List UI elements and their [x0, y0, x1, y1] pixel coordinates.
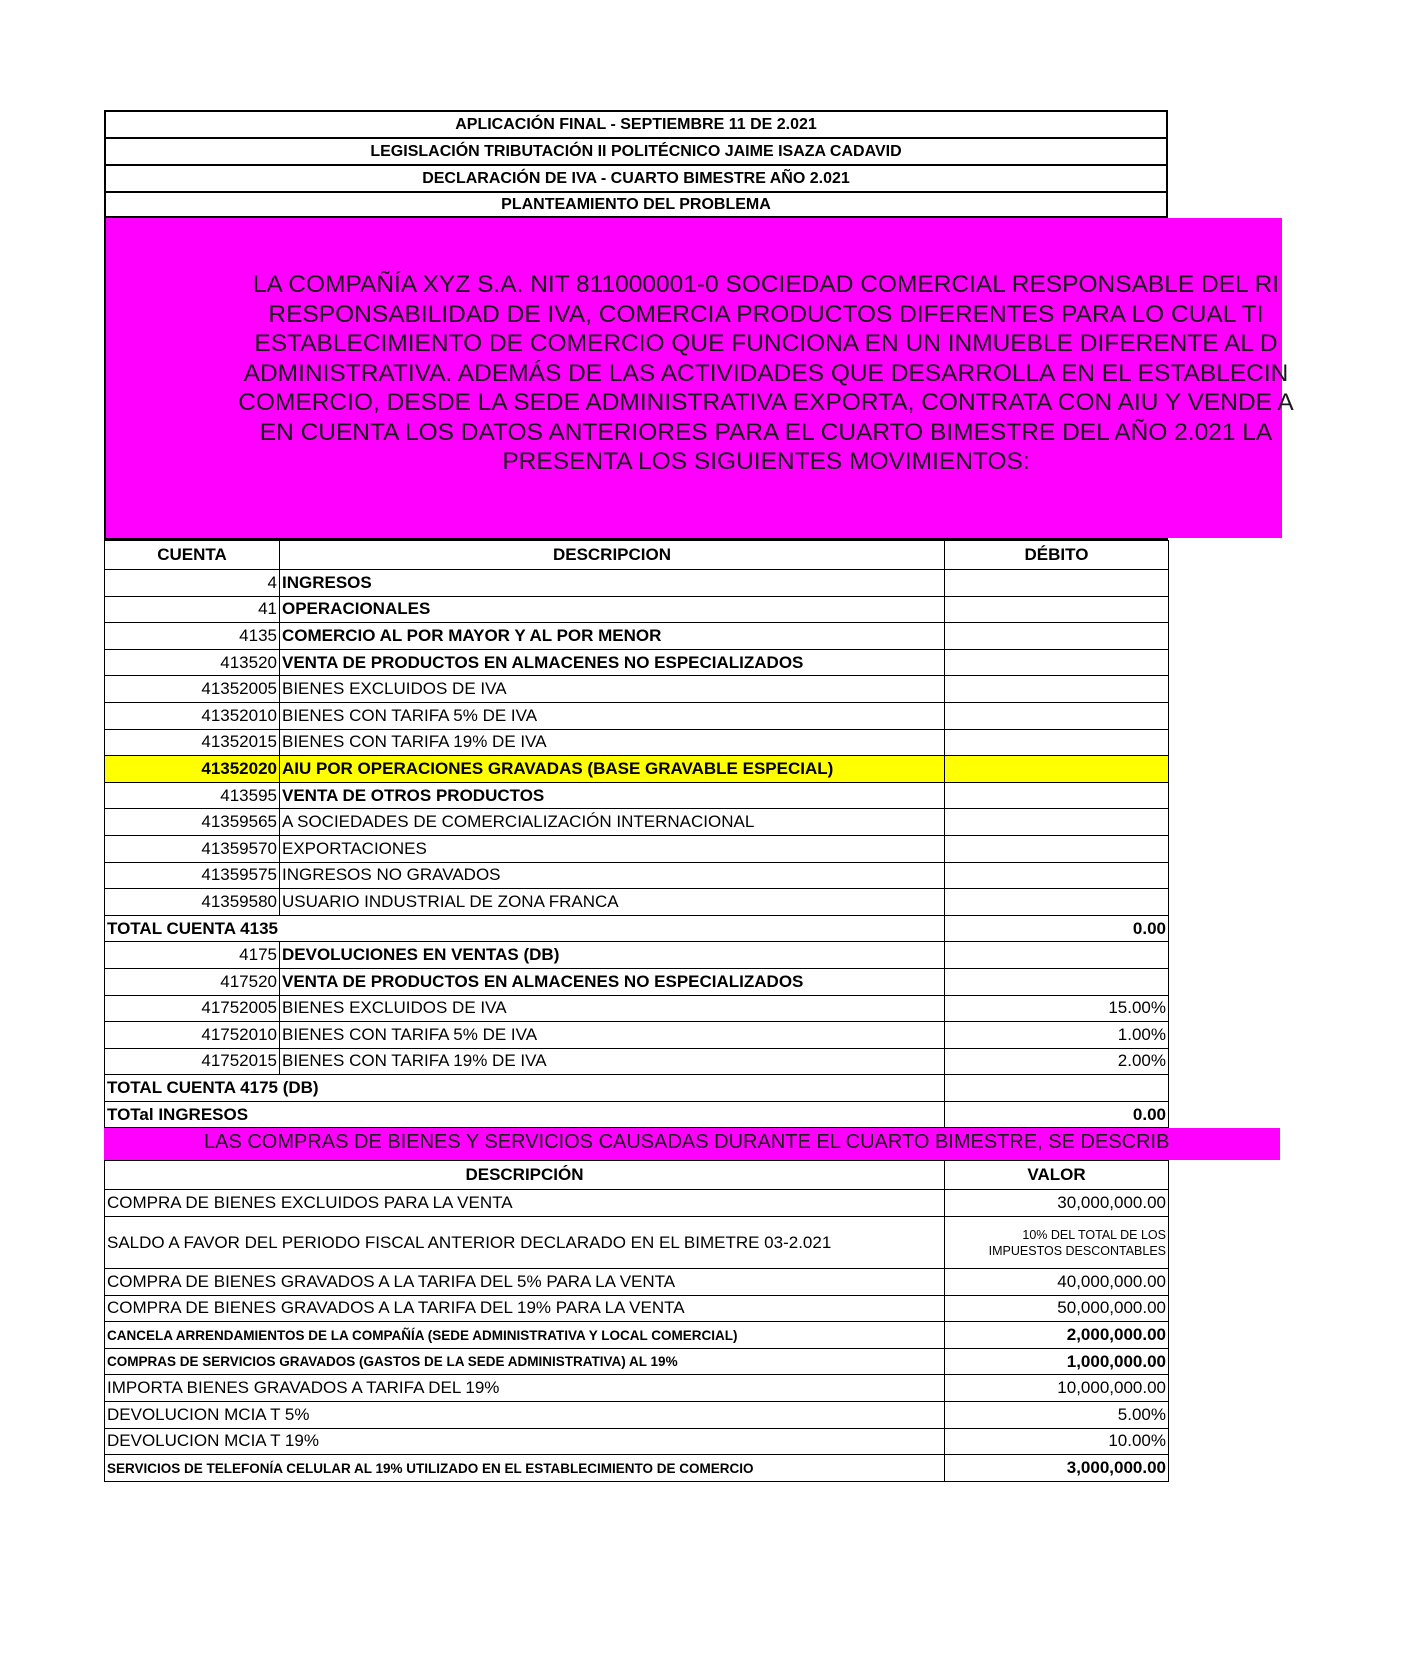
purchase-value: 10.00% — [945, 1428, 1169, 1455]
purchase-row — [105, 1428, 1169, 1455]
purchase-value: 2,000,000.00 — [945, 1322, 1169, 1349]
account-description: BIENES CON TARIFA 5% DE IVA — [280, 702, 945, 729]
account-code: 41359570 — [105, 835, 280, 862]
account-row — [105, 596, 1169, 623]
purchase-value: 10% DEL TOTAL DE LOS IMPUESTOS DESCONTABLES — [945, 1217, 1169, 1269]
account-debit — [945, 623, 1169, 650]
account-debit — [945, 729, 1169, 756]
purchase-description: IMPORTA BIENES GRAVADOS A TARIFA DEL 19% — [105, 1375, 945, 1402]
problem-line: ESTABLECIMIENTO DE COMERCIO QUE FUNCIONA EN UN INMUEBLE DIFERENTE AL D — [254, 330, 1278, 357]
account-debit — [945, 942, 1169, 969]
account-row — [105, 835, 1169, 862]
purchase-row — [105, 1295, 1169, 1322]
account-description: A SOCIEDADES DE COMERCIALIZACIÓN INTERNACIONAL — [280, 809, 945, 836]
account-description: DEVOLUCIONES EN VENTAS (DB) — [280, 942, 945, 969]
account-row — [105, 1022, 1169, 1049]
account-code: 41359575 — [105, 862, 280, 889]
account-row — [105, 809, 1169, 836]
account-row — [105, 782, 1169, 809]
account-row — [105, 756, 1169, 783]
purchase-value: 50,000,000.00 — [945, 1295, 1169, 1322]
purchase-value: 3,000,000.00 — [945, 1455, 1169, 1482]
account-debit: 15.00% — [945, 995, 1169, 1022]
total-ingresos-label: TOTal INGRESOS — [105, 1101, 945, 1128]
account-description: INGRESOS — [280, 570, 945, 597]
purchase-description: COMPRA DE BIENES GRAVADOS A LA TARIFA DEL 19% PARA LA VENTA — [105, 1295, 945, 1322]
purchase-description: SALDO A FAVOR DEL PERIODO FISCAL ANTERIOR DECLARADO EN EL BIMETRE 03-2.021 — [105, 1217, 945, 1269]
account-debit — [945, 835, 1169, 862]
account-row — [105, 942, 1169, 969]
account-row — [105, 649, 1169, 676]
account-description: VENTA DE PRODUCTOS EN ALMACENES NO ESPECIALIZADOS — [280, 968, 945, 995]
problem-text — [106, 270, 1426, 477]
account-description: VENTA DE OTROS PRODUCTOS — [280, 782, 945, 809]
account-code: 41752010 — [105, 1022, 280, 1049]
col-debito: DÉBITO — [945, 541, 1169, 570]
account-code: 417520 — [105, 968, 280, 995]
problem-line: EN CUENTA LOS DATOS ANTERIORES PARA EL CUARTO BIMESTRE DEL AÑO 2.021 LA — [259, 418, 1273, 446]
total-4135-label: TOTAL CUENTA 4135 — [105, 915, 945, 942]
account-debit: 2.00% — [945, 1048, 1169, 1075]
account-row — [105, 729, 1169, 756]
purchase-row — [105, 1455, 1169, 1482]
purchase-row — [105, 1375, 1169, 1402]
total-ingresos-row — [105, 1101, 1169, 1128]
account-code: 4135 — [105, 623, 280, 650]
header-line-4: PLANTEAMIENTO DEL PROBLEMA — [104, 191, 1168, 218]
purchase-row — [105, 1190, 1169, 1217]
problem-line: PRESENTA LOS SIGUIENTES MOVIMIENTOS: — [502, 448, 1030, 475]
account-debit — [945, 649, 1169, 676]
account-description: BIENES EXCLUIDOS DE IVA — [280, 995, 945, 1022]
account-row — [105, 623, 1169, 650]
account-description: BIENES CON TARIFA 5% DE IVA — [280, 1022, 945, 1049]
account-debit — [945, 862, 1169, 889]
account-debit — [945, 968, 1169, 995]
problem-line: LA COMPAÑÍA XYZ S.A. NIT 811000001-0 SOCIEDAD COMERCIAL RESPONSABLE DEL RI — [252, 271, 1280, 298]
account-code: 4 — [105, 570, 280, 597]
account-description: AIU POR OPERACIONES GRAVADAS (BASE GRAVABLE ESPECIAL) — [280, 756, 945, 783]
account-code: 41352020 — [105, 756, 280, 783]
account-description: COMERCIO AL POR MAYOR Y AL POR MENOR — [280, 623, 945, 650]
account-code: 41359565 — [105, 809, 280, 836]
account-row — [105, 1048, 1169, 1075]
account-description: BIENES CON TARIFA 19% DE IVA — [280, 729, 945, 756]
col-cuenta: CUENTA — [105, 541, 280, 570]
account-debit — [945, 570, 1169, 597]
header-line-3: DECLARACIÓN DE IVA - CUARTO BIMESTRE AÑO 2.021 — [104, 164, 1168, 191]
total-4135-row — [105, 915, 1169, 942]
header-line-1: APLICACIÓN FINAL - SEPTIEMBRE 11 DE 2.021 — [104, 110, 1168, 137]
purchases-table — [104, 1160, 1169, 1481]
account-debit — [945, 756, 1169, 783]
problem-line: RESPONSABILIDAD DE IVA, COMERCIA PRODUCTOS DIFERENTES PARA LO CUAL TI — [268, 300, 1264, 328]
col-descripcion: DESCRIPCION — [280, 541, 945, 570]
purchase-value: 40,000,000.00 — [945, 1269, 1169, 1296]
account-row — [105, 702, 1169, 729]
account-description: BIENES CON TARIFA 19% DE IVA — [280, 1048, 945, 1075]
account-debit — [945, 702, 1169, 729]
purchase-row — [105, 1322, 1169, 1349]
purchase-row — [105, 1217, 1169, 1269]
account-code: 413520 — [105, 649, 280, 676]
purchase-value: 30,000,000.00 — [945, 1190, 1169, 1217]
account-description: OPERACIONALES — [280, 596, 945, 623]
purchases-band-text: LAS COMPRAS DE BIENES Y SERVICIOS CAUSADAS DURANTE EL CUARTO BIMESTRE, SE DESCRIB — [204, 1131, 1170, 1154]
account-code: 41352015 — [105, 729, 280, 756]
purchase-row — [105, 1348, 1169, 1375]
account-debit — [945, 889, 1169, 916]
account-row — [105, 889, 1169, 916]
account-debit — [945, 676, 1169, 703]
purchase-description: COMPRA DE BIENES GRAVADOS A LA TARIFA DEL 5% PARA LA VENTA — [105, 1269, 945, 1296]
account-description: VENTA DE PRODUCTOS EN ALMACENES NO ESPECIALIZADOS — [280, 649, 945, 676]
accounts-table — [104, 540, 1169, 1128]
total-4175-row — [105, 1075, 1169, 1102]
purchase-value: 5.00% — [945, 1402, 1169, 1429]
purchase-description: COMPRAS DE SERVICIOS GRAVADOS (GASTOS DE LA SEDE ADMINISTRATIVA) AL 19% — [105, 1348, 945, 1375]
col-valor: VALOR — [945, 1161, 1169, 1190]
account-row — [105, 676, 1169, 703]
total-4135-value: 0.00 — [945, 915, 1169, 942]
spreadsheet — [104, 110, 1294, 1482]
purchase-description: SERVICIOS DE TELEFONÍA CELULAR AL 19% UTILIZADO EN EL ESTABLECIMIENTO DE COMERCIO — [105, 1455, 945, 1482]
account-row — [105, 968, 1169, 995]
account-debit: 1.00% — [945, 1022, 1169, 1049]
account-description: INGRESOS NO GRAVADOS — [280, 862, 945, 889]
purchase-row — [105, 1269, 1169, 1296]
problem-statement — [104, 218, 1294, 540]
account-code: 413595 — [105, 782, 280, 809]
purchases-band — [104, 1128, 1168, 1160]
total-4175-value — [945, 1075, 1169, 1102]
purchase-value: 10,000,000.00 — [945, 1375, 1169, 1402]
account-code: 41 — [105, 596, 280, 623]
purchase-value: 1,000,000.00 — [945, 1348, 1169, 1375]
account-code: 41752005 — [105, 995, 280, 1022]
account-row — [105, 570, 1169, 597]
account-code: 41752015 — [105, 1048, 280, 1075]
problem-line: ADMINISTRATIVA. ADEMÁS DE LAS ACTIVIDADES QUE DESARROLLA EN EL ESTABLECIN — [243, 359, 1289, 387]
account-description: USUARIO INDUSTRIAL DE ZONA FRANCA — [280, 889, 945, 916]
account-debit — [945, 596, 1169, 623]
purchase-row — [105, 1402, 1169, 1429]
purchase-description: DEVOLUCION MCIA T 19% — [105, 1428, 945, 1455]
account-debit — [945, 782, 1169, 809]
account-code: 41352005 — [105, 676, 280, 703]
problem-line: COMERCIO, DESDE LA SEDE ADMINISTRATIVA EXPORTA, CONTRATA CON AIU Y VENDE A — [238, 389, 1294, 416]
account-code: 41359580 — [105, 889, 280, 916]
account-debit — [945, 809, 1169, 836]
total-4175-label: TOTAL CUENTA 4175 (DB) — [105, 1075, 945, 1102]
purchase-description: COMPRA DE BIENES EXCLUIDOS PARA LA VENTA — [105, 1190, 945, 1217]
account-row — [105, 862, 1169, 889]
account-description: BIENES EXCLUIDOS DE IVA — [280, 676, 945, 703]
purchase-description: DEVOLUCION MCIA T 5% — [105, 1402, 945, 1429]
header-line-2: LEGISLACIÓN TRIBUTACIÓN II POLITÉCNICO JAIME ISAZA CADAVID — [104, 137, 1168, 164]
account-description: EXPORTACIONES — [280, 835, 945, 862]
total-ingresos-value: 0.00 — [945, 1101, 1169, 1128]
account-code: 41352010 — [105, 702, 280, 729]
col-descripcion-compras: DESCRIPCIÓN — [105, 1161, 945, 1190]
account-code: 4175 — [105, 942, 280, 969]
purchase-description: CANCELA ARRENDAMIENTOS DE LA COMPAÑÍA (SEDE ADMINISTRATIVA Y LOCAL COMERCIAL) — [105, 1322, 945, 1349]
account-row — [105, 995, 1169, 1022]
